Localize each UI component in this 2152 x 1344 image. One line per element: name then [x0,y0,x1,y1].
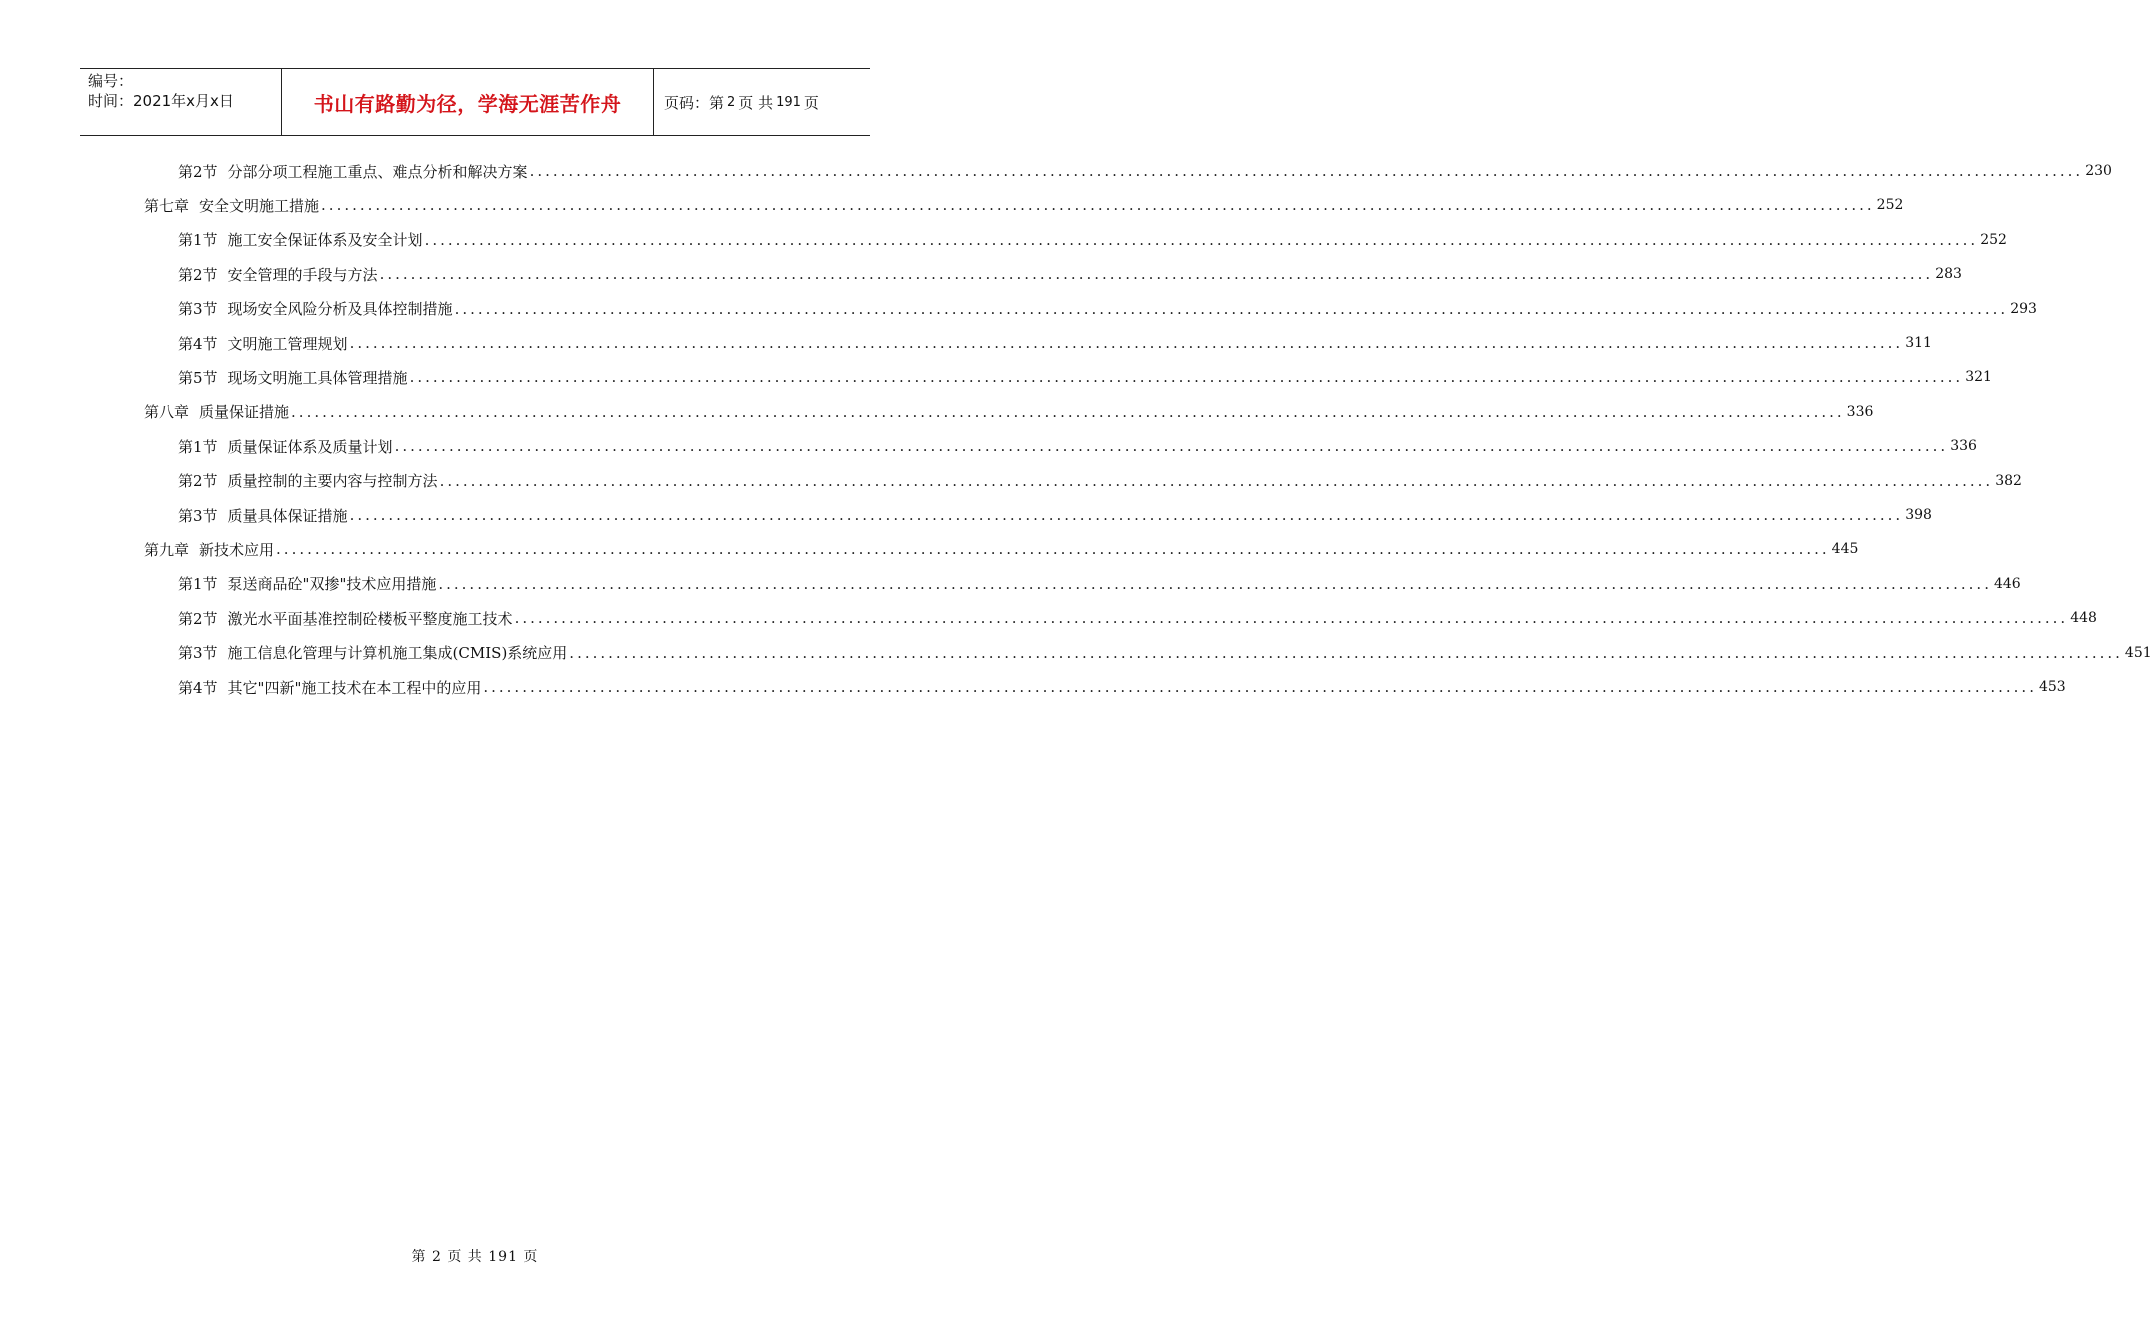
toc-entry-title: 现场文明施工具体管理措施 [227,368,408,387]
toc-entry-number: 第八章 [144,403,190,422]
page-footer: 第 2 页 共 191 页 [411,1249,539,1265]
toc-entry-number: 第1节 [178,575,218,594]
header-page-info [654,69,870,135]
toc-entry-page: 230 [2085,163,2112,179]
toc-dot-leader: ........................................................................................................................................................................................................ [529,162,2084,180]
toc-entry[interactable] [178,498,1932,532]
toc-entry[interactable] [178,257,1962,291]
toc-entry-number: 第2节 [178,162,218,181]
toc-entry-page: 321 [1965,369,1992,386]
toc-entry-number: 第3节 [178,644,218,663]
toc-dot-leader: ........................................................................................................................................................................................................ [438,574,1992,593]
toc-dot-leader: ........................................................................................................................................................................................................ [379,265,1934,284]
page-label: 页码：第 [664,93,725,112]
toc-entry[interactable] [178,567,2021,601]
toc-entry-page: 336 [1846,403,1874,420]
code-label: 编号： [88,72,134,90]
toc-dot-leader: ........................................................................................................................................................................................................ [483,678,2037,696]
toc-entry[interactable] [178,154,2112,188]
toc-entry-page: 398 [1905,507,1932,523]
page-end-label: 页 [803,93,819,112]
toc-dot-leader: ........................................................................................................................................................................................................ [276,540,1830,559]
toc-entry[interactable] [178,223,2007,257]
toc-entry-title: 泵送商品砼"双掺"技术应用措施 [227,575,437,594]
page-total: 191 [776,94,801,110]
toc-entry-title: 分部分项工程施工重点、难点分析和解决方案 [227,162,528,181]
toc-entry-page: 451 [2124,644,2152,661]
toc-entry[interactable] [144,532,1859,566]
toc-entry-number: 第七章 [144,196,190,215]
header-motto: 书山有路勤为径，学海无涯苦作舟 [282,69,654,135]
toc-entry-number: 第1节 [178,231,218,250]
toc-entry-title: 其它"四新"施工技术在本工程中的应用 [227,678,482,697]
toc-entry[interactable] [144,188,1904,222]
toc-entry-number: 第3节 [178,506,218,525]
toc-entry-title: 质量具体保证措施 [227,506,348,525]
time-label: 时间：2021年x月x日 [88,92,234,110]
toc-entry-number: 第3节 [178,300,218,319]
toc-entry-page: 336 [1950,438,1977,455]
toc-entry-title: 质量控制的主要内容与控制方法 [227,472,438,491]
toc-entry-number: 第1节 [178,437,218,456]
toc-entry[interactable] [178,429,1977,463]
toc-entry[interactable] [178,601,2097,635]
toc-entry-page: 293 [2010,300,2037,317]
toc-entry-title: 施工信息化管理与计算机施工集成(CMIS)系统应用 [227,644,568,663]
toc-entry[interactable] [144,395,1874,429]
page-number: 2 [727,94,736,110]
toc-entry[interactable] [178,464,2022,498]
page-mid-label: 页 共 [738,93,774,112]
header-meta [80,69,282,135]
toc-entry-page: 252 [1876,197,1904,214]
toc-dot-leader: ........................................................................................................................................................................................................ [349,506,1904,524]
toc-entry[interactable] [178,292,2037,326]
toc-entry-title: 激光水平面基准控制砼楼板平整度施工技术 [227,609,513,628]
toc-entry-page: 446 [1993,575,2021,592]
toc-entry-number: 第5节 [178,368,218,387]
toc-entry-number: 第2节 [178,609,218,628]
toc-dot-leader: ........................................................................................................................................................................................................ [454,299,2009,318]
toc-dot-leader: ........................................................................................................................................................................................................ [514,609,2069,628]
toc-entry-title: 施工安全保证体系及安全计划 [227,231,423,250]
toc-entry-number: 第2节 [178,472,218,491]
toc-dot-leader: ........................................................................................................................................................................................................ [394,437,1949,456]
page-header [80,68,870,136]
toc-entry[interactable] [178,636,2152,670]
toc-entry-number: 第4节 [178,678,218,697]
toc-entry[interactable] [178,360,1992,394]
toc-entry-title: 安全管理的手段与方法 [227,265,378,284]
toc-entry-title: 新技术应用 [199,540,275,559]
toc-dot-leader: ........................................................................................................................................................................................................ [424,230,1979,249]
toc-entry-number: 第2节 [178,265,218,284]
toc-entry-title: 现场安全风险分析及具体控制措施 [227,300,453,319]
toc-entry-page: 445 [1831,541,1859,558]
toc-entry-title: 文明施工管理规划 [227,334,348,353]
toc-entry-number: 第4节 [178,334,218,353]
toc-dot-leader: ........................................................................................................................................................................................................ [291,402,1845,421]
toc-entry-page: 382 [1995,472,2022,489]
toc-dot-leader: ........................................................................................................................................................................................................ [409,368,1964,387]
toc-entry-page: 448 [2070,610,2097,627]
toc-entry-page: 283 [1935,266,1962,283]
toc-entry-number: 第九章 [144,540,190,559]
toc-entry-page: 252 [1980,231,2007,248]
toc-entry-page: 453 [2038,679,2066,695]
toc-entry-page: 311 [1905,335,1932,351]
toc-dot-leader: ........................................................................................................................................................................................................ [321,196,1875,215]
toc-dot-leader: ........................................................................................................................................................................................................ [349,334,1904,352]
toc-entry[interactable] [178,670,2066,704]
toc-dot-leader: ........................................................................................................................................................................................................ [569,643,2123,662]
toc-entry-title: 质量保证体系及质量计划 [227,437,393,456]
toc-entry-title: 安全文明施工措施 [199,196,320,215]
toc-entry[interactable] [178,326,1932,360]
toc-entry-title: 质量保证措施 [199,403,290,422]
toc-dot-leader: ........................................................................................................................................................................................................ [439,471,1994,490]
